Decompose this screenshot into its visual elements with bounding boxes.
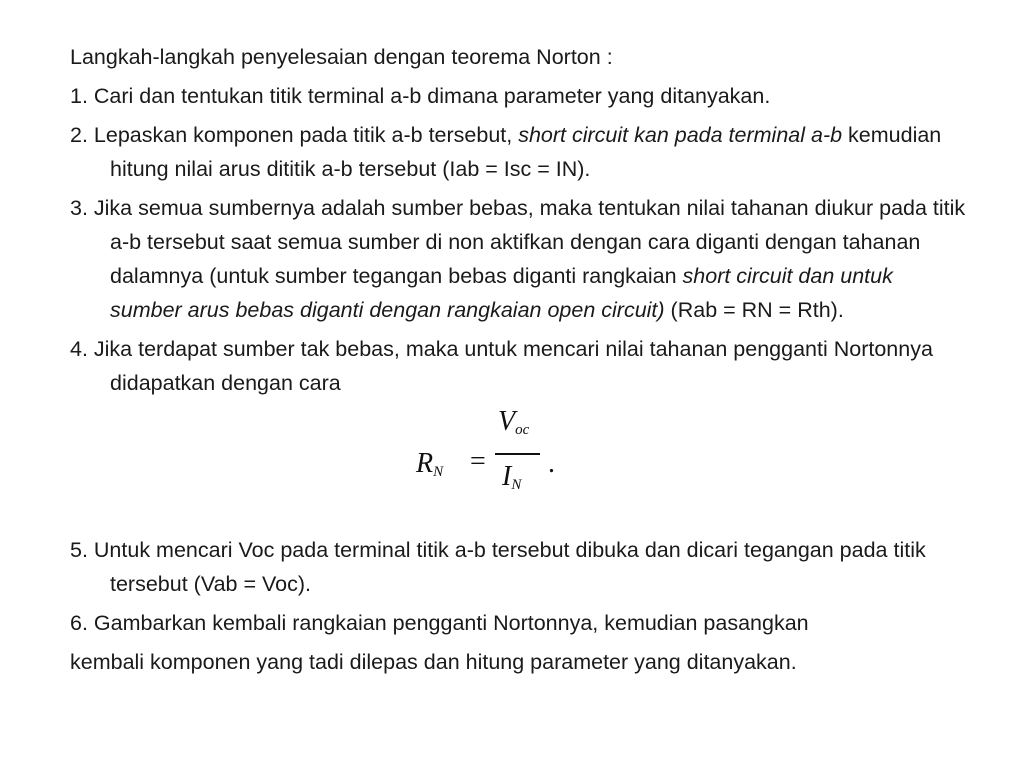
formula-lhs: [416, 447, 443, 489]
formula-numerator-subscript: oc: [515, 422, 530, 438]
formula-trailing-period: .: [548, 448, 555, 479]
formula-numerator-symbol: V: [498, 406, 516, 437]
formula-numerator: [498, 405, 529, 447]
step-2-italic: short circuit kan pada terminal a-b: [518, 123, 843, 147]
step-3-text-c: (Rab = RN = Rth).: [664, 298, 844, 322]
formula-denominator-subscript: N: [511, 477, 522, 493]
step-5: 5. Untuk mencari Voc pada terminal titik a-b tersebut dibuka dan dicari tegangan pada titik tersebut (Vab = Voc).: [70, 538, 926, 596]
step-2-text-c: kemudian hitung nilai arus dititik a-b tersebut (Iab = Isc = IN).: [110, 123, 942, 181]
step-3-italic: short circuit dan untuk sumber arus bebas diganti dengan rangkaian open circuit): [110, 264, 893, 322]
formula-lhs-subscript: N: [433, 464, 444, 480]
fraction-bar: [495, 453, 540, 455]
formula-lhs-symbol: R: [416, 448, 434, 479]
step-2-text-a: 2. Lepaskan komponen pada titik a-b tersebut,: [70, 123, 519, 147]
step-3-text-a: 3. Jika semua sumbernya adalah sumber bebas, maka tentukan nilai tahanan diukur pada titik a-b tersebut saat semua sumber di non aktifkan dengan cara diganti dengan tahanan dalamnya (untuk sumber tegangan bebas diganti rangkaian: [70, 196, 966, 288]
formula-equals: =: [470, 446, 486, 477]
step-2: [70, 118, 970, 186]
step-4: 4. Jika terdapat sumber tak bebas, maka untuk mencari nilai tahanan pengganti Nortonnya didapatkan dengan cara: [70, 337, 933, 395]
intro-text: Langkah-langkah penyelesaian dengan teorema Norton :: [70, 45, 613, 69]
formula-denominator: [502, 460, 521, 502]
step-6-line-2: kembali komponen yang tadi dilepas dan hitung parameter yang ditanyakan.: [70, 650, 797, 674]
step-3: [70, 191, 970, 327]
slide-content: [70, 40, 970, 679]
step-1: 1. Cari dan tentukan titik terminal a-b dimana parameter yang ditanyakan.: [70, 84, 771, 108]
formula-denominator-symbol: I: [502, 461, 512, 492]
step-6-line-1: 6. Gambarkan kembali rangkaian pengganti Nortonnya, kemudian pasangkan: [70, 611, 809, 635]
norton-resistance-formula: [70, 405, 970, 523]
